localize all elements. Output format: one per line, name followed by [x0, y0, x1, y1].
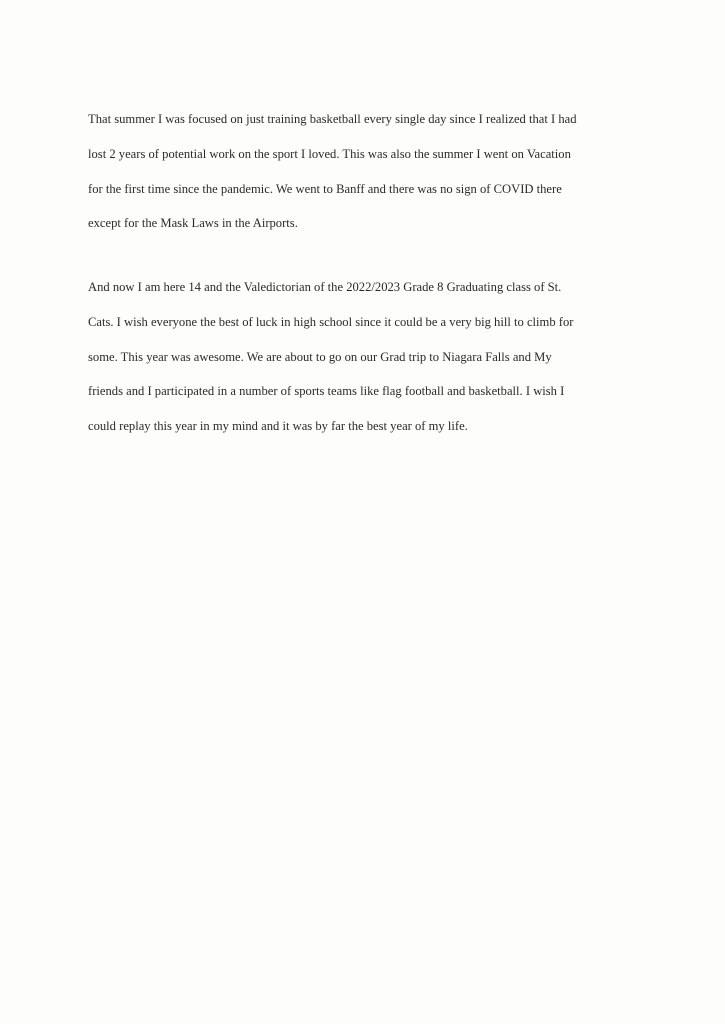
paragraph-line: for the first time since the pandemic. We went to Banff and there was no sign of COVID there	[88, 181, 562, 196]
paragraph-line: That summer I was focused on just training basketball every single day since I realized that I had	[88, 112, 577, 126]
paragraph-line: friends and I participated in a number of sports teams like flag football and basketball. I wish I	[88, 384, 565, 399]
paragraph-line: some. This year was awesome. We are about to go on our Grad trip to Niagara Falls and My	[88, 349, 552, 364]
paragraph-line: except for the Mask Laws in the Airports.	[88, 216, 298, 231]
paragraph-line: lost 2 years of potential work on the sport I loved. This was also the summer I went on Vacation	[88, 146, 571, 161]
paragraph-valedictorian	[88, 280, 663, 454]
paragraph-summer	[88, 112, 663, 251]
paragraph-line: And now I am here 14 and the Valedictorian of the 2022/2023 Grade 8 Graduating class of St.	[88, 280, 562, 294]
paragraph-line: could replay this year in my mind and it was by far the best year of my life.	[88, 419, 468, 434]
paragraph-line: Cats. I wish everyone the best of luck in high school since it could be a very big hill to climb for	[88, 314, 574, 329]
